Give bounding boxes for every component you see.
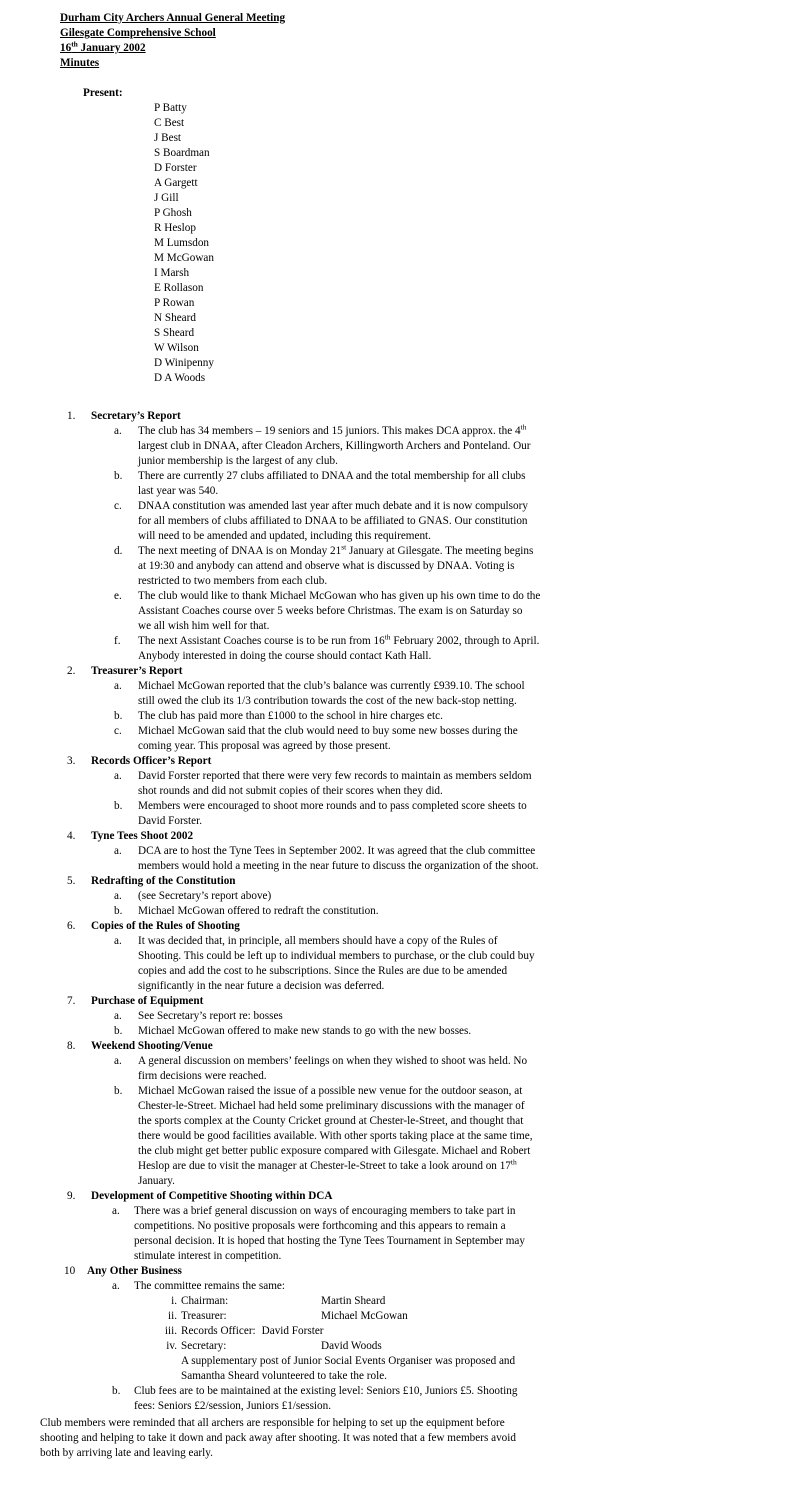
item-text: Michael McGowan raised the issue of a possible new venue for the outdoor season, at Chester-le-Street. Michael had held some preliminary discussions with the manager of the sports complex at the County Cricket ground at Chester-le-Street, and thought that there would be good facilities available. With other sports taking place at the same time, the club might get better public exposure compared with Gilesgate. Michael and Robert Heslop are due to visit the manager at Chester-le-Street to take a look around on 17th January. [138,1085,533,1187]
item-text: The club has 34 members – 19 seniors and 15 juniors. This makes DCA approx. the 4th largest club in DNAA, after Cleadon Archers, Killingworth Archers and Ponteland. Our junior membership is the largest of any club. [138,422,531,467]
item-text: Club fees are to be maintained at the existing level: Seniors £10, Juniors £5. Shooting fees: Seniors £2/session, Juniors £1/session. [134,1385,518,1412]
section [0,829,800,874]
minute-item [114,889,608,904]
section [0,664,800,754]
attendee-name: D A Woods [154,372,206,384]
attendee-name: P Rowan [154,297,195,309]
item-text: There was a brief general discussion on ways of encouraging members to take part in competitions. No positive proposals were forthcoming and this appears to remain a personal decision. It is hoped that hosting the Tyne Tees Tournament in September may stimulate interest in competition. [134,1205,525,1262]
item-marker: a. [114,1010,122,1022]
date-day: 16 [60,42,72,54]
role-holder: Michael McGowan [321,1310,408,1322]
attendee-name: S Boardman [154,147,210,159]
item-text: Michael McGowan reported that the club’s balance was currently £939.10. The school still owed the club its 1/3 contribution towards the cost of the new back-stop netting. [138,680,525,707]
section [0,409,800,664]
item-text: Members were encouraged to shoot more rounds and to pass completed score sheets to David Forster. [138,800,527,827]
item-text: The club would like to thank Michael McGowan who has given up his own time to do the Assistant Coaches course over 5 weeks before Christmas. The exam is on Saturday so we all wish him well for that. [138,590,541,632]
minute-item [114,724,608,754]
roman-marker: ii. [167,1310,177,1322]
minute-item [114,422,608,469]
section [0,754,800,829]
minute-item [114,1009,608,1024]
section-title: Copies of the Rules of Shooting [91,920,240,932]
minute-item [114,1054,608,1084]
minutes-body [0,409,800,1414]
item-marker: b. [114,710,123,722]
item-marker: a. [114,425,122,437]
item-text: It was decided that, in principle, all members should have a copy of the Rules of Shooting. This could be left up to individual members to purchase, or the club could buy copies and add the cost to he subscriptions. Since the Rules are due to be amended significantly in the near future a decision was deferred. [138,935,535,992]
section-title: Treasurer’s Report [91,665,183,677]
minute-item [112,1384,604,1414]
role-holder: David Forster [261,1325,324,1337]
minute-item [114,709,608,724]
role-title: Secretary: [181,1340,227,1352]
item-marker: a. [114,890,122,902]
section-title: Records Officer’s Report [91,755,212,767]
date-rest: January 2002 [77,42,146,54]
section-number: 5. [67,875,76,887]
minute-item [114,799,608,829]
date-suffix: th [71,39,78,49]
minute-item [112,1204,604,1264]
attendee-list [154,101,214,386]
role-holder: Martin Sheard [321,1295,386,1307]
attendee-name: W Wilson [154,342,199,354]
item-marker: b. [112,1385,121,1397]
item-text: Michael McGowan said that the club would need to buy some new bosses during the coming year. This proposal was agreed by those present. [138,725,518,752]
closing-paragraph: Club members were reminded that all archers are responsible for helping to set up the equipment before shooting and helping to take it down and pack away after shooting. It was noted that a few members avoid both by arriving late and leaving early. [40,1417,516,1459]
attendee-name: M McGowan [154,252,214,264]
attendee-name: C Best [154,117,185,129]
section [0,1189,800,1264]
section-number: 10 [64,1265,76,1277]
section-title: Secretary’s Report [91,410,181,422]
minute-item [114,469,608,499]
role-note: A supplementary post of Junior Social Events Organiser was proposed and Samantha Sheard volunteered to take the role. [181,1355,516,1382]
item-text: The next meeting of DNAA is on Monday 21st January at Gilesgate. The meeting begins at 19:30 and anybody can attend and observe what is discussed by DNAA. Voting is restricted to two members from each club. [138,542,534,587]
item-text: A general discussion on members’ feelings on when they wished to shoot was held. No firm decisions were reached. [138,1055,528,1082]
section [0,1039,800,1189]
item-marker: a. [114,680,122,692]
section [0,874,800,919]
section-number: 4. [67,830,76,842]
item-marker: a. [114,845,122,857]
item-text: The next Assistant Coaches course is to be run from 16th February 2002, through to April. Anybody interested in doing the course should contact Kath Hall. [138,632,540,662]
item-marker: d. [114,545,123,557]
attendee-name: S Sheard [154,327,195,339]
item-text: Michael McGowan offered to make new stands to go with the new bosses. [138,1025,472,1037]
section-title: Any Other Business [87,1265,182,1277]
section-title: Purchase of Equipment [91,995,204,1007]
item-marker: a. [114,1055,122,1067]
item-marker: a. [114,770,122,782]
committee-role-row [166,1339,800,1354]
item-text: Michael McGowan offered to redraft the constitution. [138,905,379,917]
minute-item [114,679,608,709]
item-marker: e. [114,590,122,602]
header-venue: Gilesgate Comprehensive School [60,27,216,39]
item-marker: f. [114,635,121,647]
header-minutes: Minutes [60,57,100,69]
section-number: 2. [67,665,76,677]
attendee-name: R Heslop [154,222,196,234]
section-number: 1. [67,410,76,422]
attendee-name: D Forster [154,162,197,174]
item-marker: b. [114,470,123,482]
section-title: Tyne Tees Shoot 2002 [91,830,194,842]
section-number: 6. [67,920,76,932]
item-text: The committee remains the same: [134,1280,285,1292]
minute-item [114,934,608,994]
attendee-name: N Sheard [154,312,196,324]
item-marker: c. [114,500,122,512]
section [0,994,800,1039]
minute-item [114,632,608,664]
minute-item [114,844,608,874]
attendee-name: A Gargett [154,177,198,189]
item-text: (see Secretary’s report above) [138,890,272,902]
item-marker: b. [114,1025,123,1037]
section-number: 9. [67,1190,76,1202]
minute-item [114,1024,608,1039]
role-holder: David Woods [321,1340,382,1352]
minute-item [114,1084,608,1189]
minute-item [114,904,608,919]
committee-role-row [167,1309,800,1324]
minute-item [114,542,608,589]
item-marker: b. [114,800,123,812]
section-number: 8. [67,1040,76,1052]
role-title: Treasurer: [181,1310,227,1322]
item-text: There are currently 27 clubs affiliated to DNAA and the total membership for all clubs last year was 540. [138,470,526,497]
item-marker: b. [114,1085,123,1097]
item-text: The club has paid more than £1000 to the school in hire charges etc. [138,710,443,722]
minute-item [114,769,608,799]
roman-marker: iii. [164,1325,177,1337]
section-title: Weekend Shooting/Venue [91,1040,213,1052]
committee-role-row [171,1294,800,1309]
attendee-name: I Marsh [154,267,190,279]
item-marker: a. [114,935,122,947]
section-title: Redrafting of the Constitution [91,875,236,887]
role-title: Records Officer: [181,1325,256,1337]
item-marker: b. [114,905,123,917]
role-title: Chairman: [181,1295,229,1307]
header-title: Durham City Archers Annual General Meeting [60,12,286,24]
minute-item [114,589,608,634]
item-text: DNAA constitution was amended last year after much debate and it is now compulsory for all members of clubs affiliated to DNAA to be affiliated to GNAS. Our constitution will need to be amended and updated, including this requirement. [138,500,528,542]
roman-marker: iv. [166,1340,177,1352]
item-marker: a. [112,1280,120,1292]
item-marker: a. [112,1205,120,1217]
attendee-name: P Ghosh [154,207,192,219]
item-text: David Forster reported that there were very few records to maintain as members seldom shot rounds and did not submit copies of their scores when they did. [138,770,532,797]
attendee-name: D Winipenny [154,357,214,369]
attendee-name: J Gill [154,192,179,204]
section-number: 7. [67,995,76,1007]
committee-role-row [164,1324,800,1339]
minute-item [112,1279,604,1294]
attendee-name: J Best [154,132,182,144]
section [0,919,800,994]
attendee-name: E Rollason [154,282,204,294]
attendee-name: M Lumsdon [154,237,210,249]
header-date [60,41,285,56]
item-text: See Secretary’s report re: bosses [138,1010,283,1022]
section-any-other-business [0,1264,800,1414]
document-header [60,11,285,71]
attendee-name: P Batty [154,102,187,114]
section-title: Development of Competitive Shooting within DCA [91,1190,333,1202]
section-number: 3. [67,755,76,767]
present-label: Present: [83,87,123,99]
item-marker: c. [114,725,122,737]
minute-item [114,499,608,544]
roman-marker: i. [171,1295,177,1307]
item-text: DCA are to host the Tyne Tees in September 2002. It was agreed that the club committee members would hold a meeting in the near future to discuss the organization of the shoot. [138,845,539,872]
